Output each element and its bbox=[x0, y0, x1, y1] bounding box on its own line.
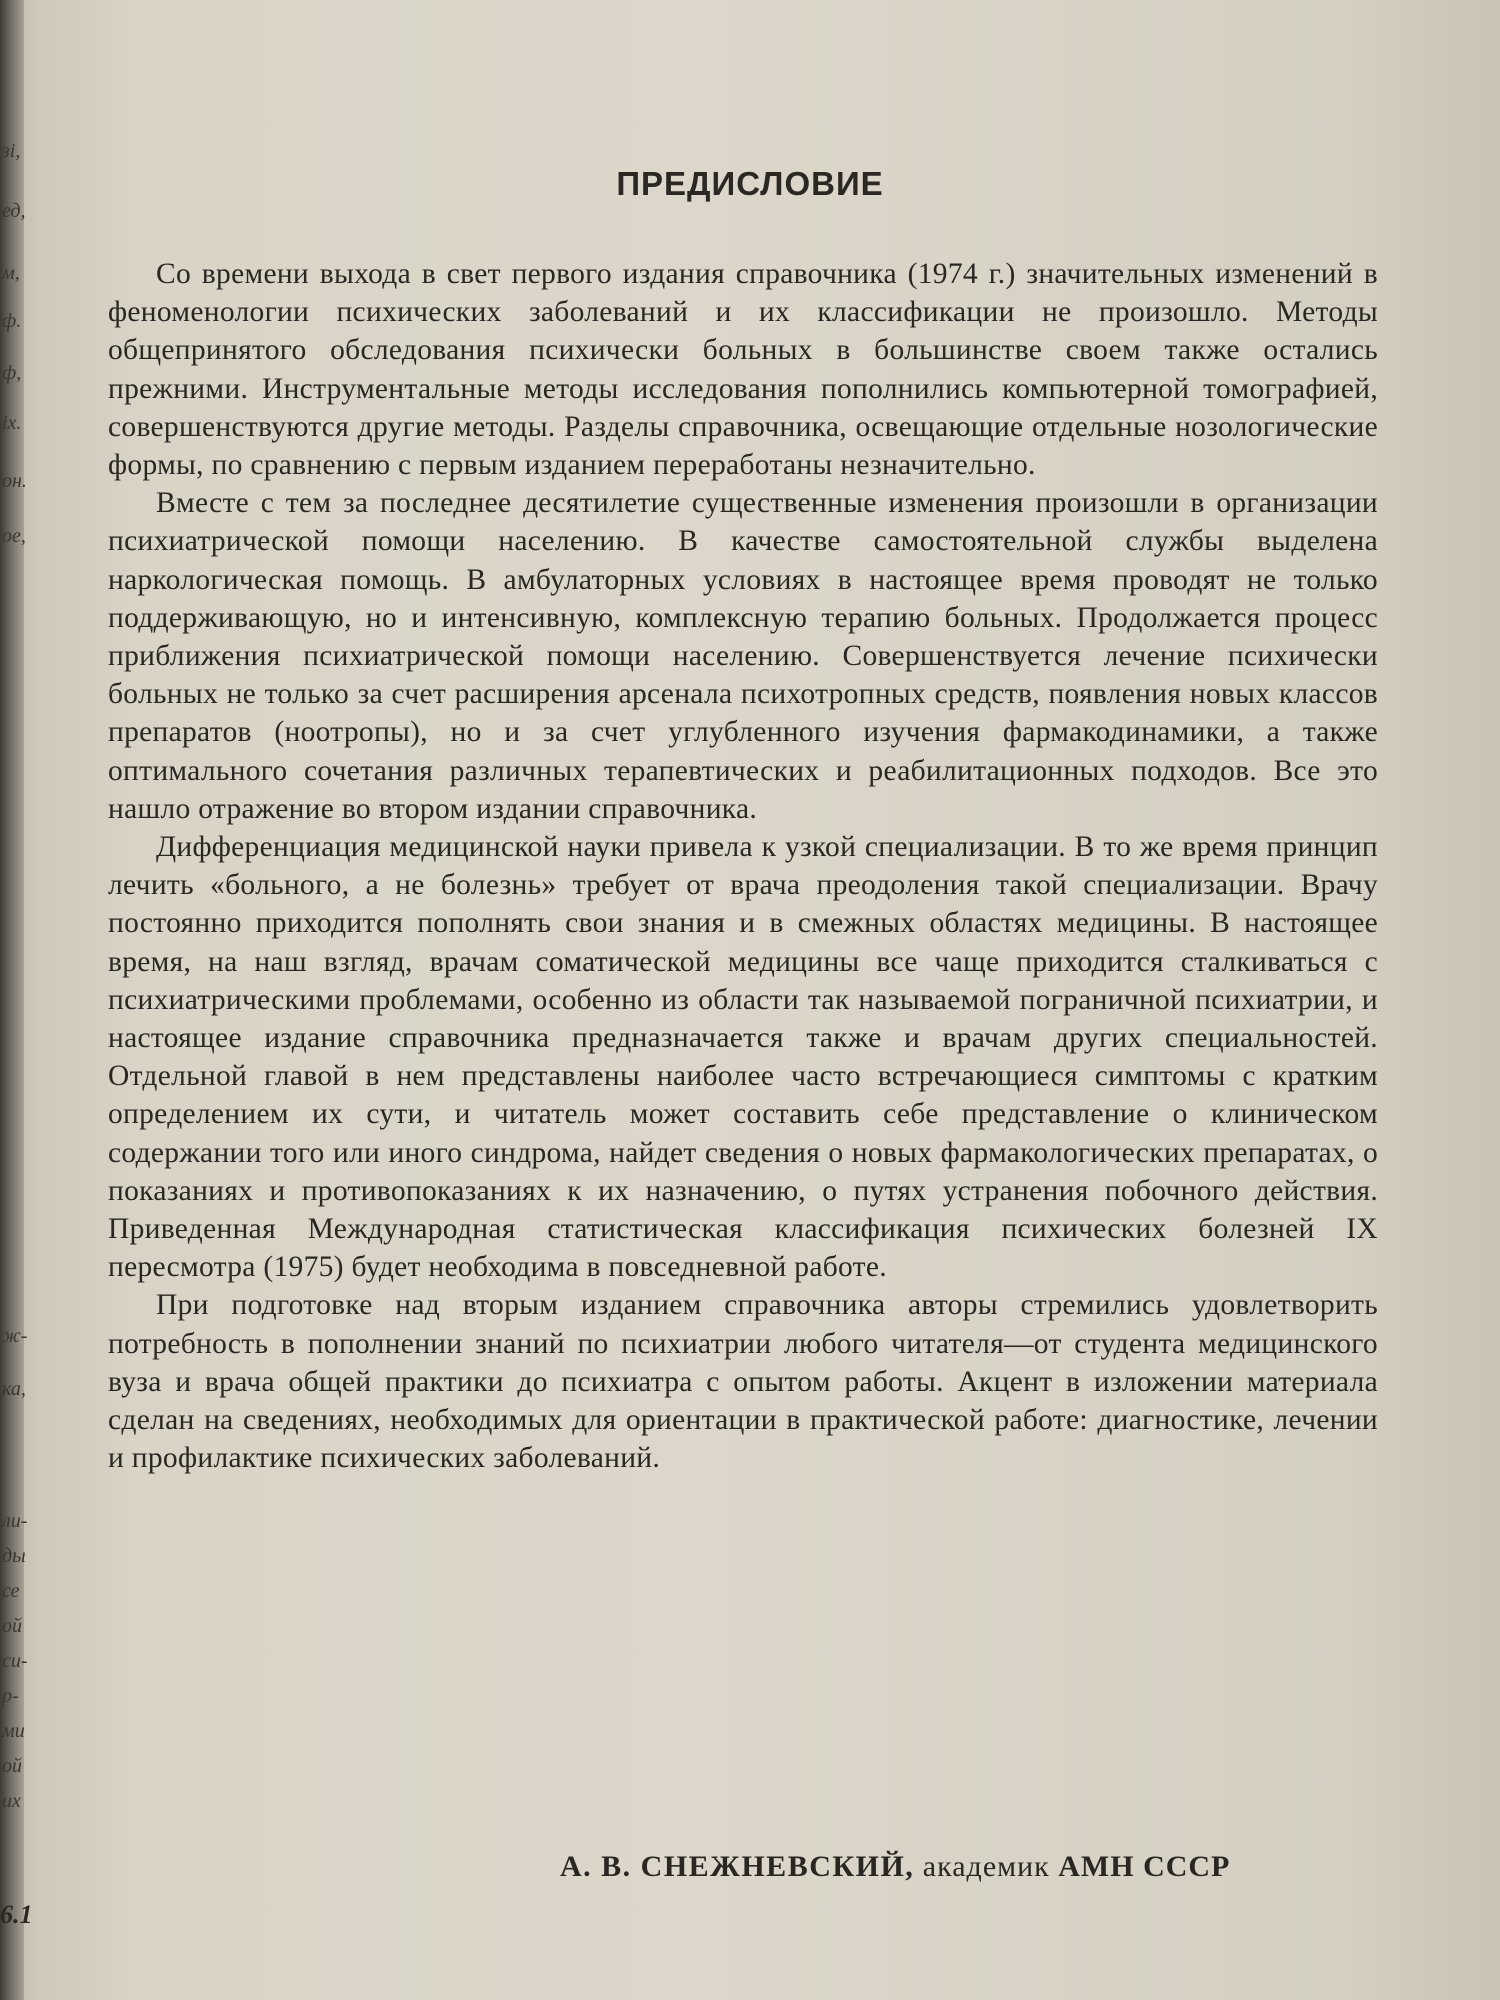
margin-fragment: ли- bbox=[2, 1510, 28, 1532]
paragraph: Со времени выхода в свет первого издания справочника (1974 г.) значительных изменений в феноменологии психических заболеваний и их классификации не произошло. Методы общепринятого обследования психически больных в большинстве своем также остались прежними. Инструментальные методы исследования пополнились компьютерной томографией, совершенствуются другие методы. Разделы справочника, освещающие отдельные нозологические формы, по сравнению с первым изданием переработаны незначительно. bbox=[108, 258, 1378, 482]
margin-fragment: ед, bbox=[2, 200, 26, 222]
margin-fragment: ое, bbox=[2, 525, 26, 547]
paragraph: Дифференциация медицинской науки привела к узкой специализации. В то же время принцип лечить «больного, а не болезнь» требует от врача преодоления такой специализации. Врачу постоянно приходится пополнять свои знания и в смежных областях медицины. В настоящее время, на наш взгляд, врачам соматической медицины все чаще приходится сталкиваться с психиатрическими проблемами, особенно из области так называемой пограничной психиатрии, и настоящее издание справочника предназначается также и врачам других специальностей. Отдельной главой в нем представлены наиболее часто встречающиеся симптомы с кратким определением их сути, и читатель может составить себе представление о клиническом содержании того или иного синдрома, найдет сведения о новых фармакологических препаратах, о показаниях и противопоказаниях к их назначению, о путях устранения побочного действия. Приведенная Международная статистическая классификация психических болезней IX пересмотра (1975) будет необходима в повседневной работе. bbox=[108, 831, 1378, 1284]
signature bbox=[560, 1850, 1360, 1884]
signature-title: академик bbox=[922, 1850, 1050, 1883]
paragraph: Вместе с тем за последнее десятилетие существенные изменения произошли в организации психиатрической помощи населению. В качестве самостоятельной службы выделена наркологическая помощь. В амбулаторных условиях в настоящее время проводят не только поддерживающую, но и интенсивную, комплексную терапию больных. Продолжается процесс приближения психиатрической помощи населению. Совершенствуется лечение психически больных не только за счет расширения арсенала психотропных средств, появления новых классов препаратов (ноотропы), но и за счет углубленного изучения фармакодинамики, а также оптимального сочетания различных терапевтических и реабилитационных подходов. Все это нашло отражение во втором издании справочника. bbox=[108, 487, 1378, 825]
adjacent-page-fragments bbox=[0, 0, 33, 2000]
page-title: ПРЕДИСЛОВИЕ bbox=[616, 165, 884, 202]
margin-fragment: се bbox=[2, 1580, 20, 1602]
margin-fragment: ой bbox=[2, 1755, 22, 1777]
margin-fragment: ф, bbox=[2, 362, 22, 384]
page-number: 6.1 bbox=[0, 1900, 33, 1929]
paragraph: При подготовке над вторым изданием справочника авторы стремились удовлетворить потребность в пополнении знаний по психиатрии любого читателя—от студента медицинского вуза и врача общей практики до психиатра с опытом работы. Акцент в изложении материала сделан на сведениях, необходимых для ориентации в практической работе: диагностике, лечении и профилактике психических заболеваний. bbox=[108, 1289, 1378, 1475]
margin-fragment: зі, bbox=[2, 140, 21, 162]
margin-fragment: ми bbox=[2, 1720, 25, 1742]
margin-fragment: си- bbox=[2, 1650, 28, 1672]
margin-fragment: іх. bbox=[2, 412, 22, 434]
preface-body bbox=[108, 255, 1378, 1478]
margin-fragment: ой bbox=[2, 1615, 22, 1637]
margin-fragment: ф. bbox=[2, 310, 22, 332]
signature-org: АМН СССР bbox=[1058, 1850, 1231, 1883]
margin-fragment: он. bbox=[2, 470, 27, 492]
margin-fragment: ж- bbox=[2, 1325, 28, 1347]
margin-fragment: их bbox=[2, 1790, 21, 1812]
margin-fragment: ды bbox=[2, 1545, 26, 1567]
margin-fragment: м, bbox=[2, 262, 20, 284]
margin-fragment: ка, bbox=[2, 1378, 26, 1400]
margin-fragment: р- bbox=[2, 1685, 19, 1707]
signature-author: А. В. СНЕЖНЕВСКИЙ, bbox=[560, 1850, 915, 1883]
